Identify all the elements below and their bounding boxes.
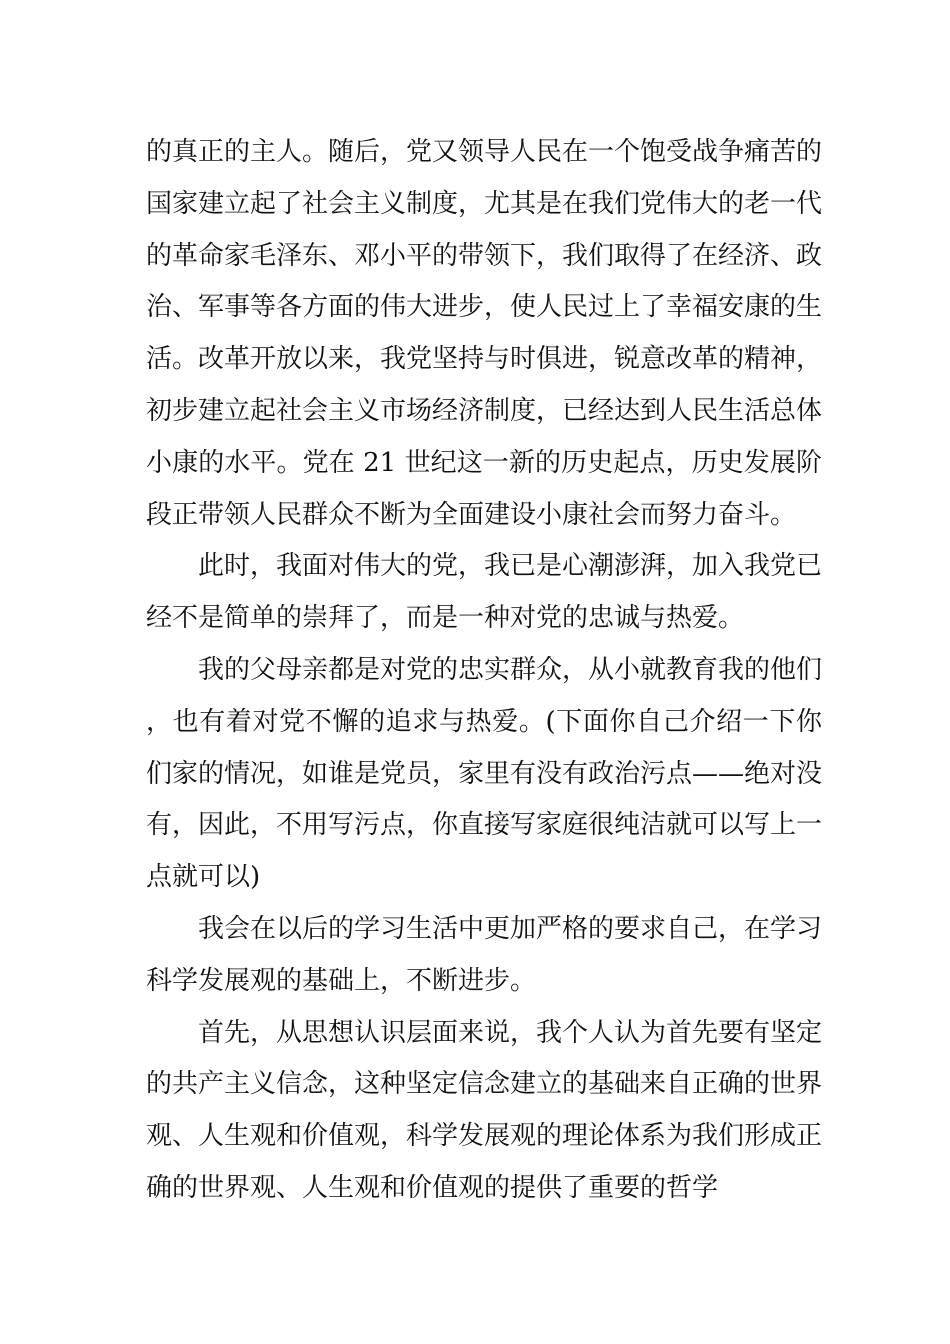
paragraph-commitment: 我会在以后的学习生活中更加严格的要求自己，在学习科学发展观的基础上，不断进步。	[146, 913, 823, 996]
document-body	[146, 127, 822, 1215]
paragraph-family: 我的父母亲都是对党的忠实群众，从小就教育我的他们，也有着对党不懈的追求与热爱。(下面你自己介绍一下你们家的情况，如谁是党员，家里有没有政治污点——绝对没有，因此，不用写污点，你直接写家庭很纯洁就可以写上一点就可以)	[146, 654, 823, 893]
paragraph-continuation: 的真正的主人。随后，党又领导人民在一个饱受战争痛苦的国家建立起了社会主义制度，尤其是在我们党伟大的老一代的革命家毛泽东、邓小平的带领下，我们取得了在经济、政治、军事等各方面的伟大进步，使人民过上了幸福安康的生活。改革开放以来，我党坚持与时俱进，锐意改革的精神，初步建立起社会主义市场经济制度，已经达到人民生活总体小康的水平。党在 21 世纪这一新的历史起点，历史发展阶段正带领人民群众不断为全面建设小康社会而努力奋斗。	[146, 137, 823, 530]
paragraph-feelings: 此时，我面对伟大的党，我已是心潮澎湃，加入我党已经不是简单的崇拜了，而是一种对党的忠诚与热爱。	[146, 551, 823, 634]
paragraph-ideology: 首先，从思想认识层面来说，我个人认为首先要有坚定的共产主义信念，这种坚定信念建立的基础来自正确的世界观、人生观和价值观，科学发展观的理论体系为我们形成正确的世界观、人生观和价值观的提供了重要的哲学	[146, 1017, 823, 1203]
